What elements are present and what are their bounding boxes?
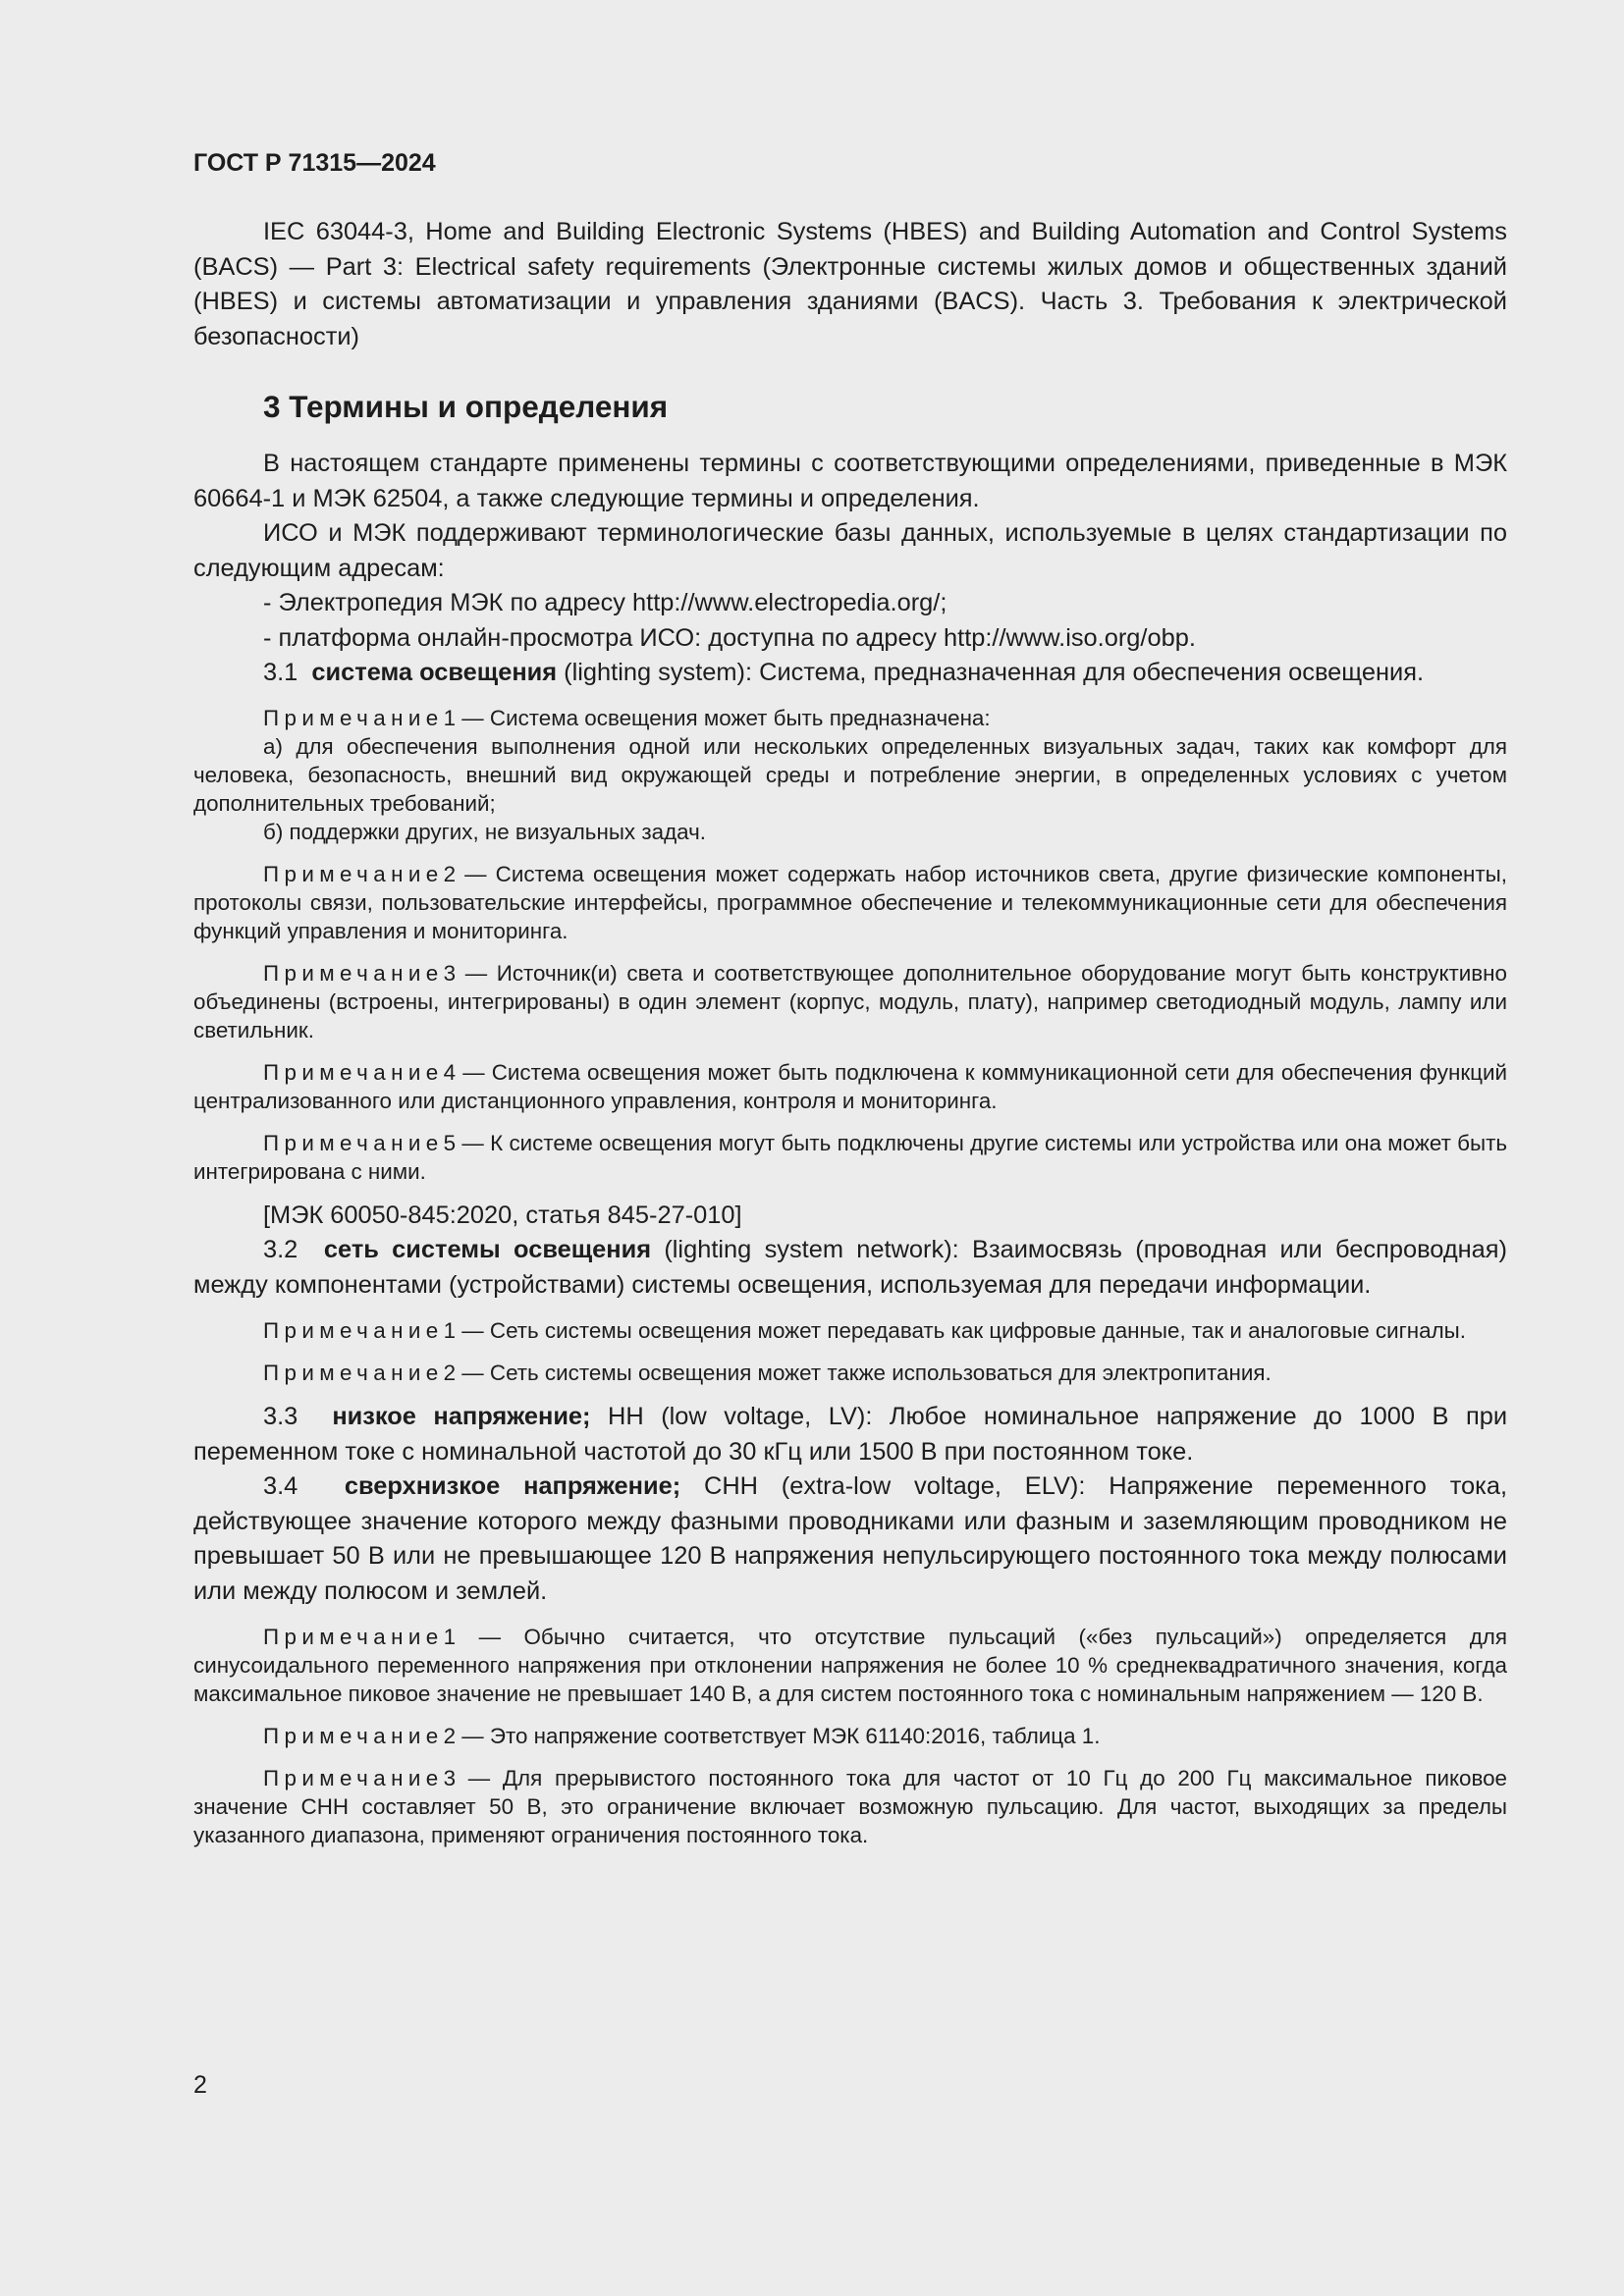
note-number: 2 bbox=[443, 1361, 457, 1385]
term-entry-3-1 bbox=[193, 656, 1507, 691]
note-label: Примечание bbox=[263, 1766, 444, 1790]
note-label: Примечание bbox=[263, 1361, 444, 1385]
note-3-4-3 bbox=[193, 1764, 1507, 1849]
term-definition: (lighting system network): Взаимосвязь (проводная или беспроводная) между компонентами (устройствами) системы освещения, используемая для передачи информации. bbox=[193, 1236, 1508, 1299]
note-text: — Источник(и) света и соответствующее дополнительное оборудование могут быть конструктивно объединены (встроены, интегрированы) в один элемент (корпус, модуль, плату), например светодиодный модуль, лампу или светильник. bbox=[193, 960, 1507, 1042]
note-list-item: б) поддержки других, не визуальных задач. bbox=[263, 819, 706, 844]
note-label: Примечание bbox=[263, 705, 444, 730]
term-name: низкое напряжение; bbox=[332, 1403, 591, 1430]
normative-reference: IEC 63044-3, Home and Building Electronic Systems (HBES) and Building Automation and Control Systems (BACS) — Part 3: Electrical safety requirements (Электронные системы жилых домов и общественных зданий (HBES) и системы автоматизации и управления зданиями (BACS). Часть 3. Требования к электрической безопасности) bbox=[193, 218, 1507, 350]
note-3-1-5 bbox=[193, 1129, 1507, 1186]
note-label: Примечание bbox=[263, 861, 444, 886]
note-text: — Система освещения может содержать набор источников света, другие физические компоненты, протоколы связи, пользовательские интерфейсы, программное обеспечение и телекоммуникационные сети для обеспечения функций управления и мониторинга. bbox=[193, 861, 1507, 943]
term-name: сеть системы освещения bbox=[323, 1236, 652, 1263]
term-number: 3.4 bbox=[263, 1472, 298, 1500]
note-text: — Сеть системы освещения может также использоваться для электропитания. bbox=[456, 1361, 1272, 1385]
note-text: — К системе освещения могут быть подключены другие системы или устройства или она может быть интегрирована с ними. bbox=[193, 1130, 1507, 1184]
list-item: - Электропедия МЭК по адресу http://www.electropedia.org/; bbox=[263, 589, 947, 616]
term-entry-3-2 bbox=[193, 1233, 1507, 1303]
note-text: — Для прерывистого постоянного тока для частот от 10 Гц до 200 Гц максимальное пиковое значение СНН составляет 50 В, это ограничение включает возможную пульсацию. Для частот, выходящих за пределы указанного диапазона, применяют ограничения постоянного тока. bbox=[193, 1766, 1507, 1847]
note-text: — Сеть системы освещения может передавать как цифровые данные, так и аналоговые сигналы. bbox=[456, 1318, 1466, 1343]
note-number: 3 bbox=[443, 1766, 457, 1790]
note-text: — Это напряжение соответствует МЭК 61140:2016, таблица 1. bbox=[456, 1724, 1101, 1748]
note-3-1-2 bbox=[193, 860, 1507, 945]
note-number: 1 bbox=[443, 1625, 457, 1649]
note-number: 3 bbox=[443, 960, 457, 986]
page-content bbox=[193, 147, 1507, 1849]
note-label: Примечание bbox=[263, 1318, 444, 1343]
note-number: 5 bbox=[443, 1130, 457, 1155]
note-3-1-3 bbox=[193, 959, 1507, 1044]
term-definition: (lighting system): Система, предназначенная для обеспечения освещения. bbox=[557, 659, 1425, 686]
note-number: 2 bbox=[443, 861, 457, 886]
note-number: 1 bbox=[443, 1318, 457, 1343]
section-title: 3 Термины и определения bbox=[263, 389, 669, 424]
note-number: 2 bbox=[443, 1724, 457, 1748]
note-label: Примечание bbox=[263, 1130, 444, 1155]
note-3-4-1 bbox=[193, 1623, 1507, 1708]
note-label: Примечание bbox=[263, 1724, 444, 1748]
note-number: 1 bbox=[443, 705, 457, 730]
intro-paragraph-1: В настоящем стандарте применены термины с соответствующими определениями, приведенные в МЭК 60664-1 и МЭК 62504, а также следующие термины и определения. bbox=[193, 450, 1507, 512]
note-list-item: а) для обеспечения выполнения одной или нескольких определенных визуальных задач, таких как комфорт для человека, безопасность, внешний вид окружающей среды и потребление энергии, в определенных условиях с учетом дополнительных требований; bbox=[193, 733, 1507, 816]
note-label: Примечание bbox=[263, 960, 444, 986]
note-3-4-2 bbox=[193, 1722, 1507, 1750]
page-number: 2 bbox=[193, 2071, 207, 2099]
term-definition: НН (low voltage, LV): Любое номинальное напряжение до 1000 В при переменном токе с номинальной частотой до 30 кГц или 1500 В при постоянном токе. bbox=[193, 1403, 1508, 1466]
term-number: 3.3 bbox=[263, 1403, 298, 1430]
note-text: — Обычно считается, что отсутствие пульсаций («без пульсаций») определяется для синусоидального переменного напряжения при отклонении напряжения не более 10 % среднеквадратичного значения, когда максимальное пиковое значение не превышает 140 В, а для систем постоянного тока с номинальным напряжением — 120 В. bbox=[193, 1625, 1507, 1706]
source-reference: [МЭК 60050-845:2020, статья 845-27-010] bbox=[263, 1201, 742, 1229]
term-entry-3-4 bbox=[193, 1469, 1507, 1609]
term-number: 3.1 bbox=[263, 659, 298, 686]
note-3-1-1 bbox=[193, 704, 1507, 732]
note-label: Примечание bbox=[263, 1059, 444, 1085]
note-3-2-1 bbox=[193, 1316, 1507, 1345]
note-3-1-4 bbox=[193, 1058, 1507, 1115]
term-name: система освещения bbox=[311, 659, 558, 686]
document-header: ГОСТ Р 71315—2024 bbox=[193, 149, 436, 177]
term-definition: СНН (extra-low voltage, ELV): Напряжение переменного тока, действующее значение которого между фазными проводниками или фазным и заземляющим проводником не превышает 50 В или не превышающее 120 В напряжения непульсирующего постоянного тока между полюсами или между полюсом и землей. bbox=[193, 1472, 1508, 1605]
term-number: 3.2 bbox=[263, 1236, 298, 1263]
note-label: Примечание bbox=[263, 1625, 444, 1649]
list-item: - платформа онлайн-просмотра ИСО: доступна по адресу http://www.iso.org/obp. bbox=[263, 623, 1196, 652]
note-number: 4 bbox=[443, 1059, 457, 1085]
note-text: — Система освещения может быть подключена к коммуникационной сети для обеспечения функций централизованного или дистанционного управления, контроля и мониторинга. bbox=[193, 1059, 1507, 1113]
term-entry-3-3 bbox=[193, 1400, 1507, 1469]
intro-paragraph-2: ИСО и МЭК поддерживают терминологические базы данных, используемые в целях стандартизации по следующим адресам: bbox=[193, 519, 1507, 582]
note-3-2-2 bbox=[193, 1359, 1507, 1387]
term-name: сверхнизкое напряжение; bbox=[344, 1472, 681, 1500]
note-text: — Система освещения может быть предназначена: bbox=[456, 705, 991, 730]
